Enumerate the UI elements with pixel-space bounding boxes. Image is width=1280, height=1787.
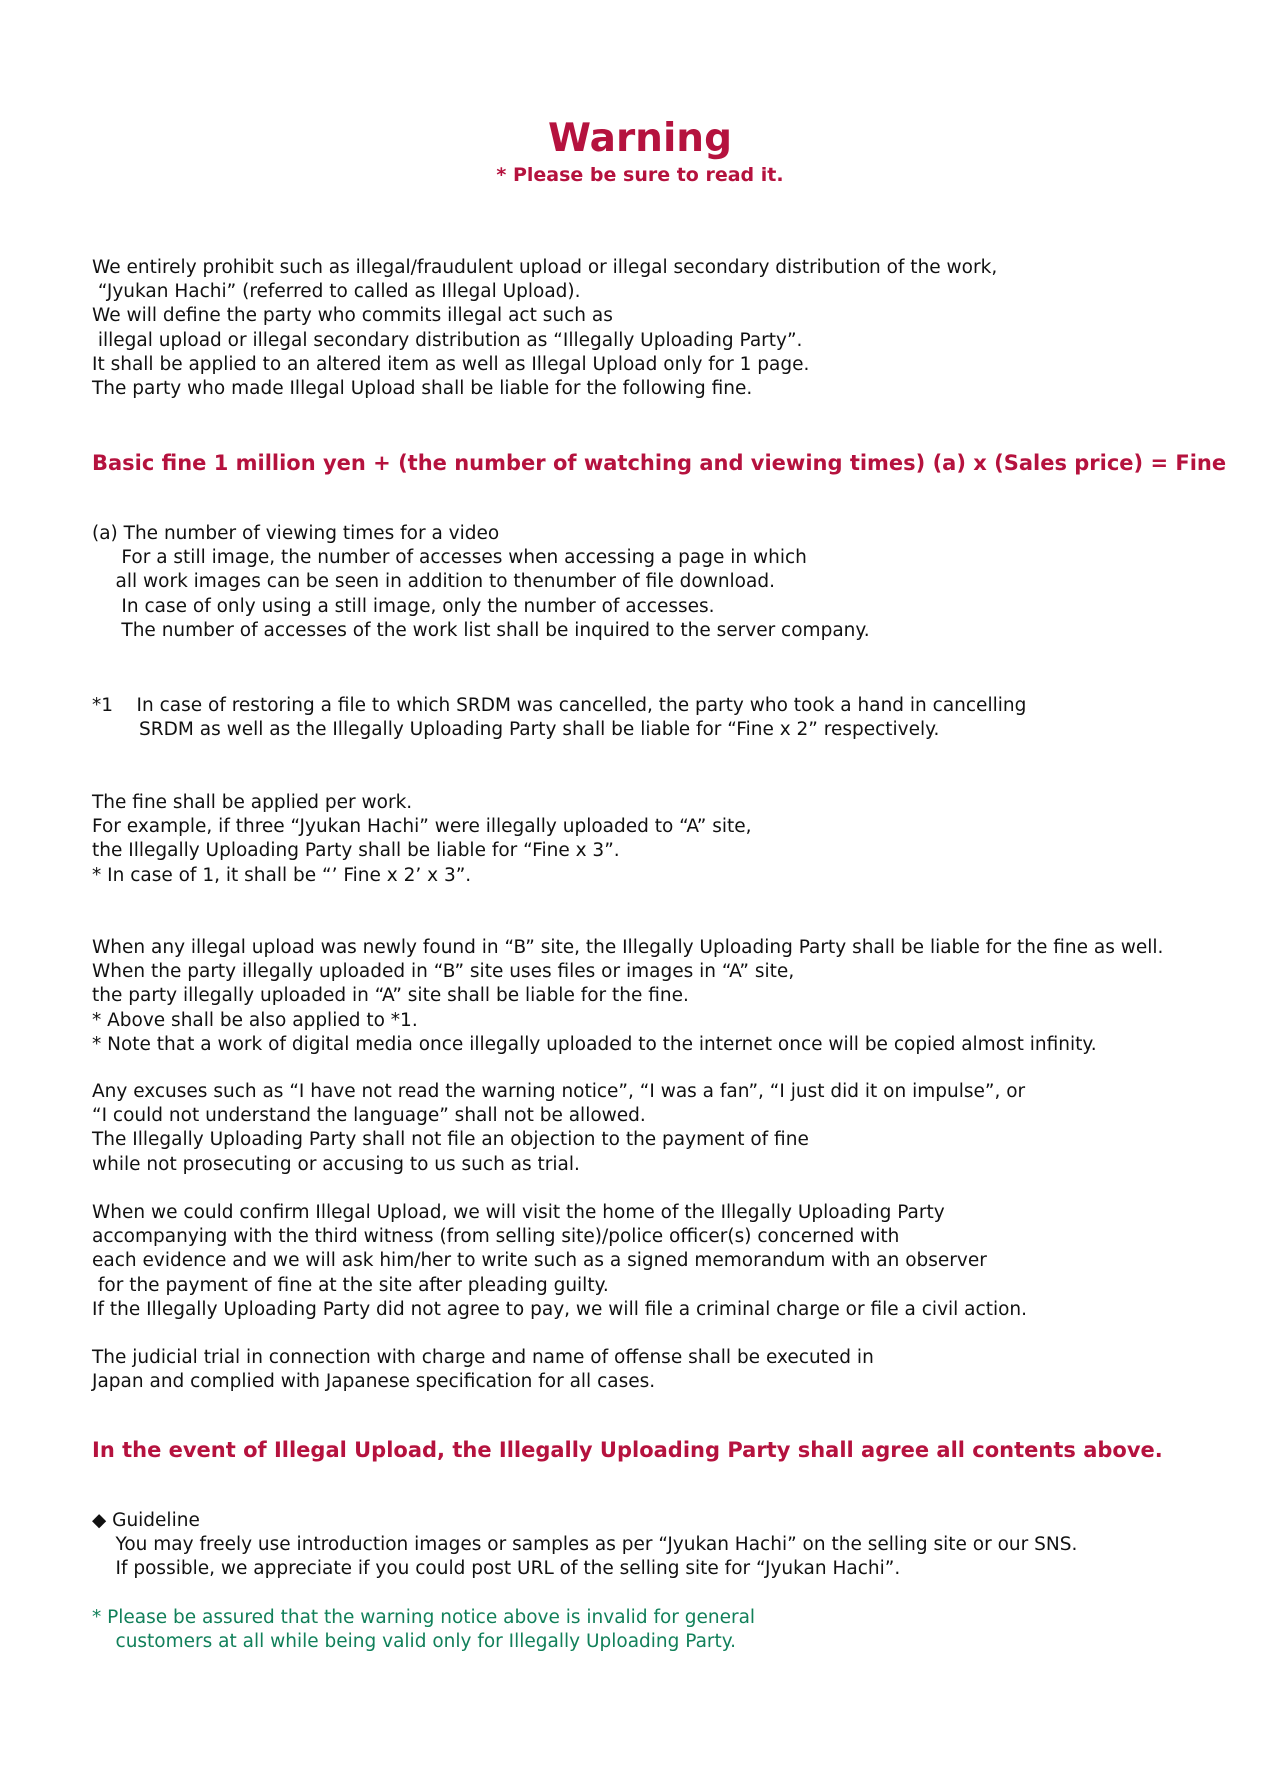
text-line: The number of accesses of the work list shall be inquired to the server company. <box>92 619 870 641</box>
text-line: It shall be applied to an altered item as well as Illegal Upload only for 1 page. <box>92 353 810 375</box>
text-line: If possible, we appreciate if you could post URL of the selling site for “Jyukan Hachi”. <box>92 1558 901 1580</box>
text-line: * In case of 1, it shall be “’ Fine x 2’ x 3”. <box>92 864 472 886</box>
confirm-paragraph <box>92 1201 1232 1322</box>
text-line: “I could not understand the language” shall not be allowed. <box>92 1105 646 1127</box>
excuses-paragraph <box>92 1080 1232 1177</box>
text-line: If the Illegally Uploading Party did not agree to pay, we will file a criminal charge or file a civil action. <box>92 1298 1028 1320</box>
text-line: the Illegally Uploading Party shall be liable for “Fine x 3”. <box>92 840 620 862</box>
text-line: The fine shall be applied per work. <box>92 792 413 813</box>
text-line: customers at all while being valid only for Illegally Uploading Party. <box>92 1631 736 1653</box>
text-line: while not prosecuting or accusing to us such as trial. <box>92 1153 580 1175</box>
trial-paragraph <box>92 1346 1232 1394</box>
text-line: When any illegal upload was newly found in “B” site, the Illegally Uploading Party shall be liable for the fine as well. <box>92 937 1164 958</box>
note-a-paragraph <box>92 522 1232 643</box>
page-title: Warning <box>548 116 732 161</box>
other-site-paragraph <box>92 936 1232 1057</box>
text-line: When the party illegally uploaded in “B” site uses files or images in “A” site, <box>92 961 795 983</box>
agreement-statement: In the event of Illegal Upload, the Illegally Uploading Party shall agree all contents above. <box>92 1438 1163 1462</box>
text-line: For example, if three “Jyukan Hachi” were illegally uploaded to “A” site, <box>92 816 752 838</box>
text-line: In case of only using a still image, only the number of accesses. <box>92 595 715 617</box>
text-line: the party illegally uploaded in “A” site shall be liable for the fine. <box>92 985 689 1007</box>
text-line: The judicial trial in connection with charge and name of offense shall be executed in <box>92 1347 874 1368</box>
text-line: (a) The number of viewing times for a video <box>92 523 500 544</box>
text-line: Any excuses such as “I have not read the warning notice”, “I was a fan”, “I just did it on impulse”, or <box>92 1081 1026 1102</box>
guideline-section <box>92 1509 1232 1582</box>
text-line: When we could confirm Illegal Upload, we will visit the home of the Illegally Uploading Party <box>92 1202 945 1223</box>
text-line: * Please be assured that the warning notice above is invalid for general <box>92 1607 756 1628</box>
text-line: all work images can be seen in addition to thenumber of file download. <box>92 571 775 593</box>
text-line: accompanying with the third witness (from selling site)/police officer(s) concerned with <box>92 1226 900 1248</box>
text-line: Japan and complied with Japanese specification for all cases. <box>92 1371 656 1393</box>
text-line: The Illegally Uploading Party shall not file an objection to the payment of fine <box>92 1129 809 1151</box>
text-line: We will define the party who commits illegal act such as <box>92 305 613 327</box>
text-line: We entirely prohibit such as illegal/fraudulent upload or illegal secondary distribution of the work, <box>92 257 998 278</box>
note-1-paragraph <box>92 694 1232 742</box>
intro-paragraph <box>92 256 1232 401</box>
text-line: *1 In case of restoring a file to which SRDM was cancelled, the party who took a hand in cancelling <box>92 695 1027 716</box>
assurance-note <box>92 1606 1232 1654</box>
text-line: The party who made Illegal Upload shall be liable for the following fine. <box>92 377 753 399</box>
guideline-heading: ◆ Guideline <box>92 1510 200 1531</box>
per-work-paragraph <box>92 791 1232 888</box>
text-line: * Above shall be also applied to *1. <box>92 1009 418 1031</box>
text-line: illegal upload or illegal secondary distribution as “Illegally Uploading Party”. <box>92 329 803 351</box>
text-line: SRDM as well as the Illegally Uploading Party shall be liable for “Fine x 2” respectively. <box>92 719 940 741</box>
fine-formula: Basic fine 1 million yen + (the number of watching and viewing times) (a) x (Sales price) = Fine <box>92 451 1227 475</box>
text-line: “Jyukan Hachi” (referred to called as Illegal Upload). <box>92 281 581 303</box>
page-subtitle: * Please be sure to read it. <box>496 164 784 186</box>
text-line: for the payment of fine at the site after pleading guilty. <box>92 1274 609 1296</box>
text-line: For a still image, the number of accesses when accessing a page in which <box>92 547 807 569</box>
text-line: You may freely use introduction images or samples as per “Jyukan Hachi” on the selling site or our SNS. <box>92 1534 1078 1556</box>
text-line: each evidence and we will ask him/her to write such as a signed memorandum with an observer <box>92 1250 987 1272</box>
text-line: * Note that a work of digital media once illegally uploaded to the internet once will be copied almost infinity. <box>92 1033 1097 1055</box>
